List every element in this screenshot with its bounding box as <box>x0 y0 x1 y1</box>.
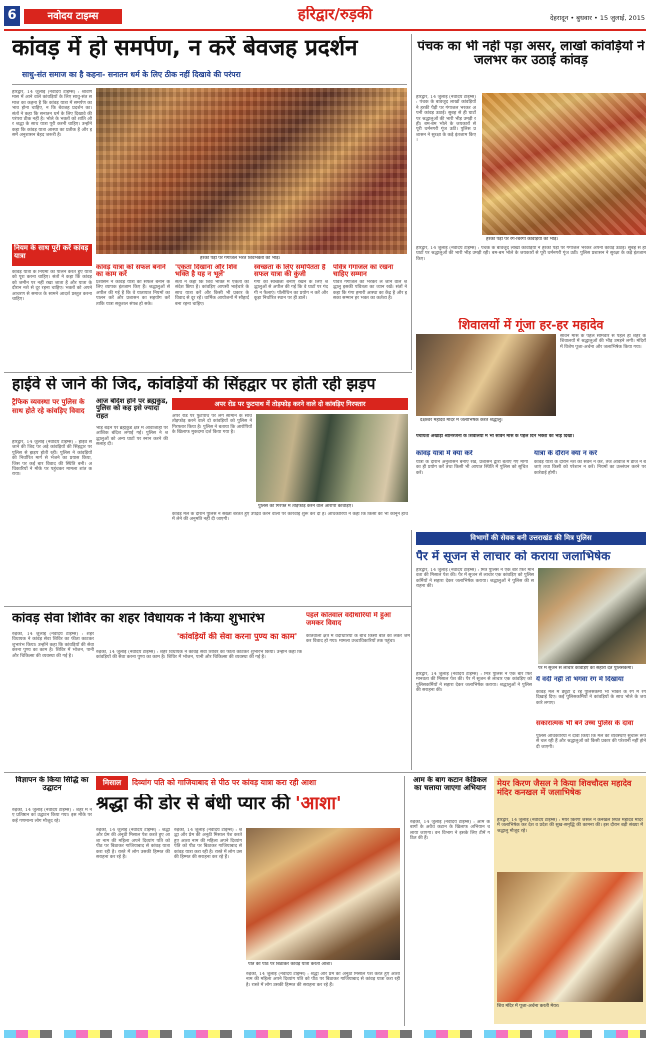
story7-left <box>12 776 92 1026</box>
story3-footer-note: पंचायती अखाड़ा श्रीनिरंजनी के शिवालयों में भी सावन मास के पहले दिन भक्तों की भीड़ दिखी। <box>416 434 574 439</box>
story7-tag: मिसाल <box>96 776 128 790</box>
section-title: हरिद्वार/रुड़की <box>297 6 373 23</box>
print-color-bar <box>4 1030 646 1038</box>
story8-body: हरिद्वार, 14 जुलाई (नवोदय टाइम्स) : मेयर किरण जैसल ने कनखल स्थित महादेव मंदिर में जलाभिषेक कर देश व प्रदेश की सुख-समृद्धि की कामना की। इस दौरान बड़ी संख्या में श्रद्धालु मौजूद रहे। <box>497 818 643 834</box>
column-2 <box>175 264 249 367</box>
story1-body: हरिद्वार, 14 जुलाई (नवोदय टाइम्स) : श्रावण मास में आने वाले कांवड़ियों के लिए साधु-संत समाज का कहना है कि कांवड़ यात्रा में समर्पण का भाव होना चाहिए, न कि बेवजह प्रदर्शन का। संतों ने कहा कि सनातन धर्म के लिए दिखावे की परंपरा ठीक नहीं है। भोले के भक्तों को शांति और श्रद्धा के साथ यात्रा पूरी करनी चाहिए। उन्होंने कहा कि कांवड़ यात्रा आस्था का प्रतीक है और इसमें अनुशासन बेहद जरूरी है। <box>12 90 92 139</box>
story3-sub2 <box>534 450 646 528</box>
column-3 <box>254 264 328 367</box>
story2-photo-caption: हरकी पैड़ी पर रंग-बिरंगी कांवड़ियों की भीड़। <box>486 237 559 242</box>
story7-body-continued: रुड़की, 14 जुलाई (नवोदय टाइम्स) : श्रद्धा और प्रेम की अनूठी मिसाल पेश करते हुए आशा नाम की महिला अपने दिव्यांग पति को पीठ पर बिठाकर गाजियाबाद से कांवड़ यात्रा करा रही है। रास्ते में लोग उसकी हिम्मत की सराहना कर रहे हैं। <box>174 828 242 861</box>
crowd-photo <box>96 88 407 254</box>
story5-body: रुड़की, 14 जुलाई (नवोदय टाइम्स) : शहर विधायक ने कांवड़ सेवा शिविर का फीता काटकर शुभारंभ किया। उन्होंने कहा कि कांवड़ियों की सेवा करना पुण्य का काम है। शिविर में भोजन, पानी और चिकित्सा की व्यवस्था की गई है। <box>12 632 94 659</box>
story4-headline: हाईवे से जाने की जिद, कांवड़ियों की सिंहद्वार पर होती रही झड़प <box>12 376 376 393</box>
divider-right <box>411 530 412 770</box>
column-4-body: पवित्र गंगाजल को भरकर ले जाने वाले श्रद्धालु इसकी पवित्रता का ध्यान रखें। संतों ने कहा कि गंगा हमारी आस्था का केंद्र है और इसका सम्मान हर भक्त का कर्तव्य है। <box>333 280 407 302</box>
brand-logo: नवोदय टाइम्स <box>24 9 122 24</box>
story3-headline: शिवालयों में गूंजा हर-हर महादेव <box>458 318 604 332</box>
arrest-photo <box>256 414 408 502</box>
story1-side-head: नियम के साथ पूरी करें कांवड़ यात्रा <box>12 244 92 266</box>
masthead <box>0 0 650 30</box>
couple-photo <box>246 828 400 960</box>
story8-headline: मेयर किरण जैसल ने किया शिवचौदस महादेव मंदिर कनखल में जलाभिषेक <box>497 778 632 798</box>
story3-sub2-head: यात्रा के दौरान क्या न करें <box>534 450 598 457</box>
kanwar-photo <box>482 93 646 235</box>
story7-photo-caption: पति को पीठ पर बिठाकर कांवड़ यात्रा करती आशा। <box>248 962 333 967</box>
story8-top-head: आम के बाग कटान केडिकल का चलाया जाएगा अभियान <box>413 776 487 792</box>
story7-left-body: रुड़की, 14 जुलाई (नवोदय टाइम्स) : शहर में नए प्रतिष्ठान का उद्घाटन किया गया। इस मौके पर कई गणमान्य लोग मौजूद रहे। <box>12 808 92 824</box>
story6-photo-caption: पैर में सूजन से लाचार कांवड़िए को सहारा देते पुलिसकर्मी। <box>538 666 634 671</box>
column-4 <box>333 264 407 367</box>
story5-side <box>306 612 410 770</box>
story8-photo-caption: शिव मंदिर में पूजा-अर्चना करती मेयर। <box>497 1004 560 1009</box>
story1-rule <box>12 84 407 85</box>
columns-row <box>96 264 407 367</box>
police-help-photo <box>538 568 646 664</box>
column-2-head: 'एकता दिखाना और शिव भक्ति है यह न भूलें' <box>175 264 237 279</box>
story4-col-head: आज बंदिश होने पर ब्रह्मकुंड, पुलिस को कह इसे ज्यादा राहत <box>96 398 168 420</box>
divider-bottom <box>404 776 405 1026</box>
mayor-photo <box>497 872 643 1002</box>
story1-photo-caption: हरकी पैड़ी पर गंगाजल भरते शिवभक्तों की भीड़। <box>200 256 281 261</box>
story6-body: हरिद्वार, 14 जुलाई (नवोदय टाइम्स) : मित्र पुलिस ने एक बार फिर मानवता की मिसाल पेश की। पैर में सूजन से लाचार एक कांवड़िए को पुलिसकर्मियों ने सहारा देकर जलाभिषेक कराया। श्रद्धालुओं ने पुलिस की सराहना की। <box>416 568 534 590</box>
story6-sub-head: ये वर्दी नहीं तो भगवा रंग में दिखाया <box>536 676 624 683</box>
story3-body: सावन मास के पहले सोमवार से पहले ही शहर के शिवालयों में श्रद्धालुओं की भीड़ उमड़ने लगी। मंदिरों में विशेष पूजा-अर्चना और जलाभिषेक किया गया। <box>560 334 646 350</box>
story5-side-head: पहले कोतवाल वर्दीधारियों में हुआ जमकर विवाद <box>306 612 391 627</box>
story7-tagline: दिव्यांग पति को गाजियाबाद से पीठ पर कांवड़ यात्रा करा रही आशा <box>132 778 317 787</box>
story2-body-continued: हरिद्वार, 14 जुलाई (नवोदय टाइम्स) : पंचक के बावजूद लाखों कांवड़ियों ने हरकी पैड़ी पर गंगाजल भरकर अपनी कांवड़ उठाई। सुबह से ही घाटों पर श्रद्धालुओं की भारी भीड़ उमड़ी रही। बम-बम भोले के जयकारों से पूरी धर्मनगरी गूंज उठी। पुलिस प्रशासन ने सुरक्षा के कड़े इंतजाम किए। <box>416 246 646 262</box>
story1-side-body: कांवड़ यात्रा के नियमों का पालन करते हुए यात्रा को पूरा करना चाहिए। संतों ने कहा कि कांवड़ को जमीन पर नहीं रखा जाता है और यात्रा के दौरान नशे से दूर रहना चाहिए। भक्तों को अपने आचरण से समाज के सामने आदर्श प्रस्तुत करना चाहिए। <box>12 270 92 303</box>
column-3-body: गंगा की स्वच्छता बनाए रखने के लिए श्रद्धालुओं से अपील की गई कि वे घाटों पर गंदगी न फैलाएं। पॉलीथिन का प्रयोग न करें और कूड़ा निर्धारित स्थान पर ही डालें। <box>254 280 328 302</box>
temple-photo <box>416 334 556 416</box>
column-1-body: प्रशासन ने कांवड़ यात्रा को सफल बनाने के लिए व्यापक इंतजाम किए हैं। श्रद्धालुओं से अपील की गई है कि वे यातायात नियमों का पालन करें और प्रशासन का सहयोग करें ताकि यात्रा सकुशल संपन्न हो सके। <box>96 280 170 307</box>
column-2-body: संतों ने कहा कि शिव भक्ति में एकता का संदेश छिपा है। कांवड़िए आपसी भाईचारे के साथ यात्रा करें और किसी भी प्रकार के विवाद से दूर रहें। धार्मिक आयोजनों में सौहार्द बना रहना चाहिए। <box>175 280 249 307</box>
issue-date: देहरादून • बुधवार • 15 जुलाई, 2015 <box>549 14 645 22</box>
masthead-rule <box>4 29 646 31</box>
story6-sub-body: कांवड़ मेले में ड्यूटी दे रहे पुलिसकर्मी भी भक्ति के रंग में रंगे दिखाई दिए। कई पुलिसकर्मियों ने कांवड़ियों के साथ भोले के जयकारे लगाए। <box>536 690 646 706</box>
story5-body-continued: रुड़की, 14 जुलाई (नवोदय टाइम्स) : शहर विधायक ने कांवड़ सेवा शिविर का फीता काटकर शुभारंभ किया। उन्होंने कहा कि कांवड़ियों की सेवा करना पुण्य का काम है। शिविर में भोजन, पानी और चिकित्सा की व्यवस्था की गई है। <box>96 650 302 661</box>
story3-sub2-body: कांवड़ यात्रा के दौरान नशे का सेवन न करें, तेज आवाज में डीजे न बजाएं तथा किसी को परेशान न करें। नियमों का उल्लंघन करने पर कार्रवाई होगी। <box>534 460 646 476</box>
story4-photo-caption: पुलिस की गिरफ्त में तोड़फोड़ करने वाले आरोपी कांवड़िए। <box>258 504 353 509</box>
story7-left-head: विज्ञापन के किया सिद्धि का उद्घाटन <box>15 776 89 793</box>
story5-headline: कांवड़ सेवा शिविर का शहर विधायक ने किया शुभारंभ <box>12 612 265 626</box>
divider-row1 <box>4 372 412 373</box>
story8-top-body: रुड़की, 14 जुलाई (नवोदय टाइम्स) : आम के बागों के अवैध कटान के खिलाफ अभियान चलाया जाएगा। वन विभाग ने इसके लिए टीमें गठित की हैं। <box>410 820 490 842</box>
column-4-head: पवित्र गंगाजल का रखना चाहिए सम्मान <box>333 264 394 279</box>
story7-headline-main: श्रद्धा की डोर से बंधी प्यार की <box>96 794 291 814</box>
divider-main <box>411 34 412 370</box>
story6-headline: पैर में सूजन से लाचार को कराया जलाभिषेक <box>416 550 611 563</box>
story4-bottom-body: कांवड़ मेले के दौरान पुलिस ने सख्ती बरतते हुए उपद्रव करने वालों पर कार्रवाई शुरू कर दी है। अधिकारियों ने कहा कि किसी को भी कानून हाथ में लेने की अनुमति नहीं दी जाएगी। <box>172 512 408 523</box>
story7-body-bottom: रुड़की, 14 जुलाई (नवोदय टाइम्स) : श्रद्धा और प्रेम की अनूठी मिसाल पेश करते हुए आशा नाम की महिला अपने दिव्यांग पति को पीठ पर बिठाकर गाजियाबाद से कांवड़ यात्रा करा रही है। रास्ते में लोग उसकी हिम्मत की सराहना कर रहे हैं। <box>246 972 400 988</box>
story3-photo-caption: दक्षेश्वर महादेव मंदिर में जलाभिषेक करते श्रद्धालु। <box>420 418 503 423</box>
story4-red-banner: अपर रोड पर फुटपाथ में तोड़फोड़ करने वाले दो कांवड़िए गिरफ्तार <box>172 398 408 410</box>
story6-red-body: पुलिस अधिकारियों ने दावा किया कि मेले की व्यवस्थाएं सुचारू रूप से चल रही हैं और श्रद्धालुओं को किसी प्रकार की परेशानी नहीं होने दी जाएगी। <box>536 734 646 750</box>
page-number: 6 <box>4 6 20 26</box>
story1-headline: कांवड़ में हो समर्पण, न करें बेवजह प्रदर्शन <box>12 36 358 61</box>
story3-sub1-body: यात्रा के दौरान अनुशासन बनाए रखें, प्रशासन द्वारा बताए गए मार्गों का ही प्रयोग करें तथा किसी भी आपात स्थिति में पुलिस को सूचित करें। <box>416 460 528 476</box>
divider-row3 <box>4 772 646 773</box>
story4-body: हरिद्वार, 14 जुलाई (नवोदय टाइम्स) : हाईवे से जाने की जिद पर अड़े कांवड़ियों की सिंहद्वार पर पुलिस से झड़प होती रही। पुलिस ने कांवड़ियों को निर्धारित मार्ग से भेजने का प्रयास किया, जिस पर कई बार विवाद की स्थिति बनी। अधिकारियों ने मौके पर पहुंचकर मामला शांत कराया। <box>12 440 92 478</box>
story7-headline-accent: 'आशा' <box>295 794 342 814</box>
story2-body: हरिद्वार, 14 जुलाई (नवोदय टाइम्स) : पंचक के बावजूद लाखों कांवड़ियों ने हरकी पैड़ी पर गंगाजल भरकर अपनी कांवड़ उठाई। सुबह से ही घाटों पर श्रद्धालुओं की भारी भीड़ उमड़ी रही। बम-बम भोले के जयकारों से पूरी धर्मनगरी गूंज उठी। पुलिस प्रशासन ने सुरक्षा के कड़े इंतजाम किए। <box>416 95 476 144</box>
story6-red-head: सकारात्मक भी बने उच्च पुलिस के दावा <box>536 720 634 727</box>
story7-body: रुड़की, 14 जुलाई (नवोदय टाइम्स) : श्रद्धा और प्रेम की अनूठी मिसाल पेश करते हुए आशा नाम की महिला अपने दिव्यांग पति को पीठ पर बिठाकर गाजियाबाद से कांवड़ यात्रा करा रही है। रास्ते में लोग उसकी हिम्मत की सराहना कर रहे हैं। <box>96 828 170 861</box>
story6-body-continued: हरिद्वार, 14 जुलाई (नवोदय टाइम्स) : मित्र पुलिस ने एक बार फिर मानवता की मिसाल पेश की। पैर में सूजन से लाचार एक कांवड़िए को पुलिसकर्मियों ने सहारा देकर जलाभिषेक कराया। श्रद्धालुओं ने पुलिस की सराहना की। <box>416 672 532 694</box>
story4-col-body: भीड़ बढ़ने पर ब्रह्मकुंड क्षेत्र में आवाजाही पर आंशिक बंदिश लगाई गई। पुलिस ने श्रद्धालुओं को अन्य घाटों पर स्नान करने की सलाह दी। <box>96 426 168 448</box>
divider-row2 <box>4 606 412 607</box>
column-1-head: कांवड़ यात्रा को सफल बनाने का काम करें <box>96 264 166 279</box>
story4-banner-body: अपर रोड पर फुटपाथ पर लगे सामान के साथ तोड़फोड़ करने वाले दो कांवड़ियों को पुलिस ने गिरफ्तार किया है। पुलिस ने बताया कि आरोपियों के खिलाफ मुकदमा दर्ज किया गया है। <box>172 414 252 436</box>
story7-headline <box>96 794 400 822</box>
column-3-head: स्वच्छता के लिए समर्पितता है सफल यात्रा की कुंजी <box>254 264 326 279</box>
story3-sub1 <box>416 450 528 528</box>
story2-headline: पंचक का भी नहीं पड़ा असर, लाखों कांवड़ियों ने जलभर कर उठाई कांवड़ <box>417 40 645 69</box>
story1-subhead: साधु-संत समाज का है कहना- सनातन धर्म के लिए ठीक नहीं दिखावे की परंपरा <box>22 70 241 79</box>
story3-sub1-head: कांवड़ यात्रा में क्या करें <box>416 450 473 457</box>
story4-bullet: ट्रैफिक व्यवस्था पर पुलिस के साथ होते रहे कांवड़िए विवाद <box>12 398 85 415</box>
story6-banner: विभागों की सेवक बनी उत्तराखंड की मित्र पुलिस <box>416 532 646 545</box>
story5-side-body: कोतवाली क्षेत्र में वर्दीधारियों के बीच किसी बात को लेकर जमकर विवाद हो गया। मामला उच्चाधिकारियों तक पहुंचा। <box>306 634 410 645</box>
story4-col <box>96 398 168 602</box>
story5-quote-head: 'कांवड़ियों की सेवा करना पुण्य का काम' <box>176 632 298 641</box>
story8-highlight <box>494 776 646 1024</box>
column-1 <box>96 264 170 367</box>
